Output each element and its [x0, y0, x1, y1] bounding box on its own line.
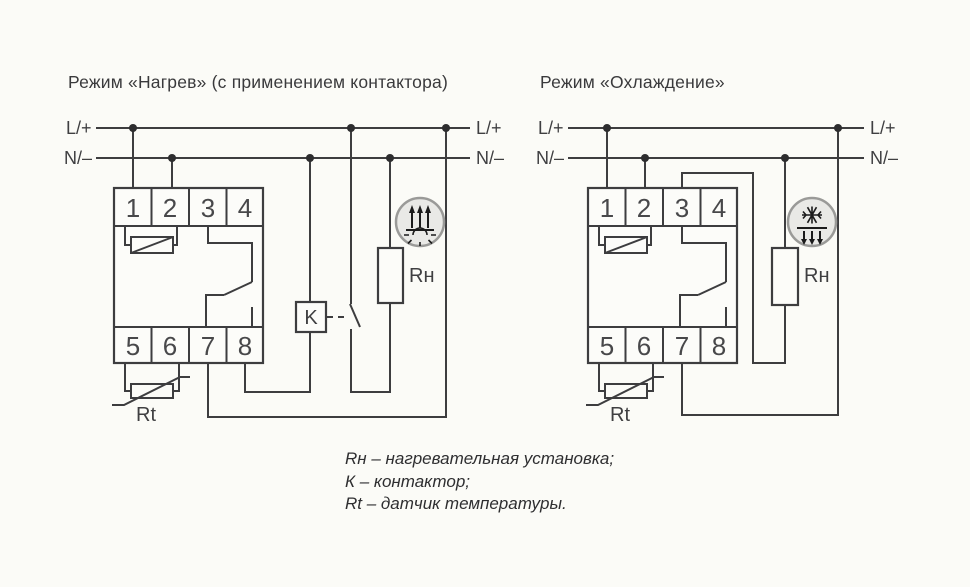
legend-line-sensor: Rt – датчик температуры. — [345, 494, 567, 513]
terminal-number: 5 — [125, 331, 141, 361]
sensor-label: Rt — [136, 404, 156, 426]
legend — [345, 448, 614, 516]
heater-label: Rн — [804, 265, 830, 287]
bus-label-l-right: L/+ — [476, 118, 502, 138]
bus-label-n-left: N/– — [64, 148, 93, 168]
heating-diagram-title: Режим «Нагрев» (с применением контактора) — [68, 72, 449, 92]
junction-dots — [129, 124, 450, 162]
terminal-number: 8 — [711, 331, 727, 361]
terminal-number: 7 — [674, 331, 690, 361]
terminal-number: 6 — [636, 331, 652, 361]
terminal-number: 1 — [599, 193, 615, 223]
sensor-leads — [599, 363, 653, 391]
cooling-icon — [788, 198, 836, 246]
terminal-number: 1 — [125, 193, 141, 223]
sensor-label: Rt — [610, 404, 630, 426]
terminal-number: 2 — [162, 193, 178, 223]
heater-resistor — [378, 248, 403, 303]
contactor-contact-arm — [350, 304, 360, 327]
cooling-diagram — [536, 118, 898, 426]
terminal-number: 4 — [711, 193, 727, 223]
bus-label-l-left: L/+ — [66, 118, 92, 138]
bus-label-n-right: N/– — [870, 148, 899, 168]
terminal-number: 6 — [162, 331, 178, 361]
bus-label-n-left: N/– — [536, 148, 565, 168]
power-bus — [536, 118, 898, 168]
wire-contact-to-heater — [351, 303, 390, 392]
terminal-number: 7 — [200, 331, 216, 361]
relay-device — [588, 188, 737, 363]
bus-label-l-right: L/+ — [870, 118, 896, 138]
bus-label-l-left: L/+ — [538, 118, 564, 138]
legend-line-contactor: К – контактор; — [345, 471, 471, 491]
terminal-number: 3 — [674, 193, 690, 223]
heater-resistor — [772, 248, 798, 305]
terminal-number: 5 — [599, 331, 615, 361]
legend-line-heater: Rн – нагревательная установка; — [345, 449, 615, 468]
terminal-number: 8 — [237, 331, 253, 361]
terminal-number: 4 — [237, 193, 253, 223]
junction-dots — [603, 124, 842, 162]
heater-label: Rн — [409, 265, 435, 287]
bus-label-n-right: N/– — [476, 148, 505, 168]
heater-branch — [350, 128, 435, 392]
temperature-sensor — [586, 363, 664, 426]
cooling-diagram-title: Режим «Охлаждение» — [540, 72, 725, 92]
sensor-leads — [125, 363, 179, 391]
heating-diagram — [64, 118, 504, 426]
terminal-number: 3 — [200, 193, 216, 223]
terminal-number: 2 — [636, 193, 652, 223]
relay-device — [114, 188, 263, 363]
temperature-sensor — [112, 363, 190, 426]
heating-icon — [396, 198, 444, 246]
contactor-label: K — [304, 307, 318, 329]
